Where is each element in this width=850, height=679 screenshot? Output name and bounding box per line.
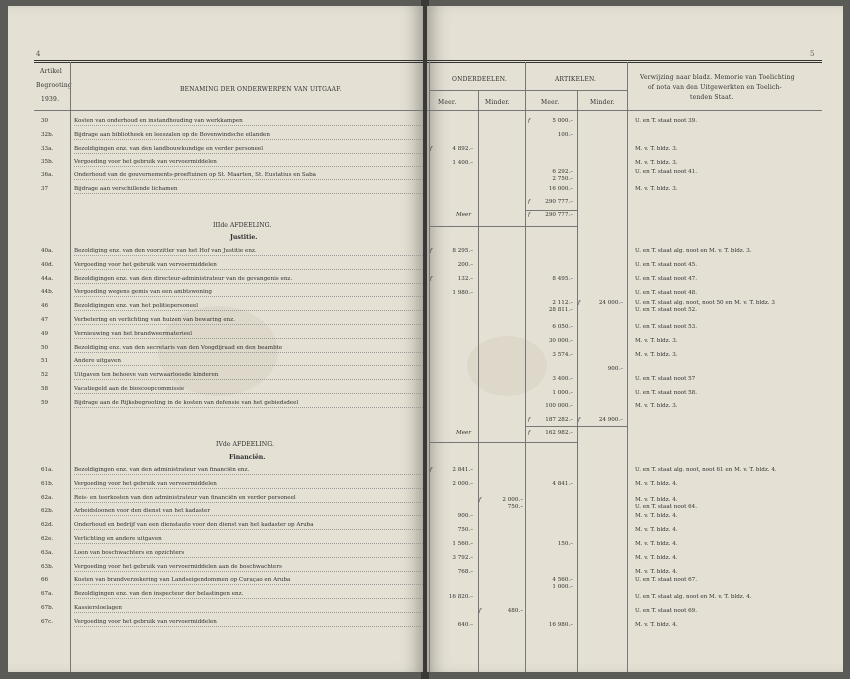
row-g2-description: Bezoldiging enz. van den secretaris van den Voogdijraad en den beambte	[74, 344, 283, 351]
row-g3-artikel: 67b.	[41, 605, 54, 611]
row-g3-artikel: 62a.	[41, 494, 54, 501]
row-g1-artikel: 35b.	[41, 159, 54, 166]
row-g2-artikel: 50	[41, 344, 49, 351]
row-g3-description: Vergoeding voor het gebruik van vervoermiddelen	[74, 618, 217, 625]
leader-dots	[74, 488, 423, 489]
left-page	[8, 6, 423, 672]
reference-note: M. v. T. bldz. 3.	[635, 352, 678, 358]
row-g2-description: Bezoldiging enz. van den voorzitter van het Hof van Justitie enz.	[74, 248, 257, 254]
currency-symbol: f	[528, 417, 531, 423]
row-g3-description: Verlichting en andere uitgaven	[74, 536, 162, 542]
reference-note: U. en T. staat noot 39.	[635, 118, 697, 124]
reference-note: U. en T. staat noot 41.	[635, 169, 697, 175]
leader-dots	[74, 379, 423, 380]
row-g3-description: Arbeidsloonen voor den dienst van het kadaster	[74, 508, 211, 515]
amount-cell-c: 28 811.–	[548, 307, 573, 313]
header-minder-2: Minder.	[590, 99, 615, 106]
row-g3-artikel: 67a.	[41, 591, 54, 598]
amount-cell-a: 768.–	[457, 569, 473, 575]
reference-note: U. en T. staat alg. noot en M. v. T. bldz. 3.	[635, 248, 752, 254]
row-g2-description: Bijdrage aan de Rijksbegrooting in de kosten van defensie van het gebiedsdeel	[74, 399, 299, 406]
subtotal-rule	[525, 210, 577, 211]
amount-cell-a: 16 820.–	[448, 594, 473, 600]
leader-dots	[74, 166, 423, 167]
reference-note: M. v. T. bldz. 4.	[635, 497, 678, 503]
row-g3-description: Reis- en teerkosten van den administrateur van financiën en verder personeel	[74, 494, 296, 501]
amount-cell-c: 2 750.–	[552, 176, 573, 182]
top-rule-left	[34, 60, 423, 61]
amount-cell-c: 16 980.–	[548, 622, 573, 628]
header-artikel-1: Artikel	[40, 68, 63, 75]
leader-dots	[74, 283, 423, 284]
leader-dots	[74, 584, 423, 585]
reference-note: U. en T. staat noot 64.	[635, 504, 697, 510]
reference-note: M. v. T. bldz. 4.	[635, 569, 678, 575]
col-divider-artikel	[70, 62, 71, 672]
amount-cell-c: 100 000.–	[545, 403, 573, 409]
amount-cell-c: 290 777.–	[545, 212, 573, 218]
leader-dots	[74, 139, 423, 140]
amount-cell-c: 162 982.–	[545, 430, 573, 436]
reference-note: U. en T. staat alg. noot en M. v. T. bldz. 4.	[635, 594, 752, 600]
col-divider-a-b	[478, 90, 482, 672]
reference-note: U. en T. staat noot 53.	[635, 324, 697, 330]
reference-note: U. en T. staat noot 52.	[635, 307, 697, 313]
page-number-right: 5	[810, 50, 815, 58]
row-g2-artikel: 40d.	[41, 261, 54, 268]
amount-cell-b: 750.–	[507, 504, 523, 510]
row-g2-artikel: 47	[41, 317, 49, 323]
amount-cell-a: 1 400.–	[452, 160, 473, 166]
reference-note: M. v. T. bldz. 4.	[635, 513, 678, 519]
leader-dots	[74, 179, 423, 180]
currency-symbol: f	[430, 467, 433, 473]
section3-title: IIIde AFDEELING.	[213, 222, 272, 229]
amount-cell-c: 1 000.–	[552, 390, 573, 396]
amount-cell-a: 900.–	[457, 513, 473, 519]
col-divider-d-ref	[627, 62, 628, 672]
col-divider-b-c	[525, 62, 526, 672]
header-onderdeelen: ONDERDEELEN.	[452, 76, 507, 83]
amount-cell-c: 187 282.–	[545, 417, 573, 423]
leader-dots	[74, 296, 423, 297]
row-g2-artikel: 59	[41, 399, 49, 406]
row-g1-description: Bijdrage aan bibliotheek en leeszalen op de Bovenwindsche eilanden	[74, 131, 270, 138]
subtotal-rule	[525, 426, 627, 427]
amount-cell-a: Meer	[455, 430, 471, 436]
row-g2-description: Bezoldigingen enz. van het politiepersoneel	[74, 303, 199, 310]
amount-cell-c: 4 560.–	[552, 577, 573, 583]
reference-note: U. en T. staat noot 45.	[635, 262, 697, 268]
row-g3-description: Vergoeding voor het gebruik van vervoermiddelen aan de boschwachters	[74, 563, 282, 570]
row-g3-description: Onderhoud en bedrijf van een dienstauto voor den dienst van het kadaster op Aruba	[74, 522, 314, 529]
leader-dots	[74, 255, 423, 256]
row-g3-description: Bezoldigingen enz. van den administrateur van financiën enz.	[74, 467, 250, 473]
row-g3-description: Bezoldigingen enz. van den inspecteur der belastingen enz.	[74, 591, 244, 598]
row-g3-artikel: 61a.	[41, 467, 54, 473]
header-mid-rule	[429, 90, 627, 91]
row-g2-description: Verbetering en verlichting van huizen van bewaring enz.	[74, 317, 235, 323]
row-g1-description: Bijdrage aan verschillende lichamen	[74, 186, 178, 192]
row-g1-artikel: 37	[41, 186, 49, 192]
row-g3-artikel: 66	[41, 577, 49, 584]
currency-symbol: f	[430, 146, 433, 152]
row-g3-artikel: 67c.	[41, 618, 54, 625]
col-divider-a-left	[429, 62, 433, 672]
amount-cell-c: 3 400.–	[552, 376, 573, 382]
row-g3-description: Vergoeding voor het gebruik van vervoermiddelen	[74, 480, 217, 487]
paper-stain	[467, 336, 547, 396]
row-g2-description: Vergoeding voor het gebruik van vervoermiddelen	[74, 261, 217, 268]
currency-symbol: f	[528, 212, 531, 218]
amount-cell-c: 30 000.–	[548, 338, 573, 344]
leader-dots	[74, 324, 423, 325]
reference-note: M. v. T. bldz. 4.	[635, 555, 678, 561]
row-g3-description: Kassiersloelagen	[74, 605, 122, 611]
top-rule-right	[427, 60, 822, 61]
leader-dots	[74, 571, 423, 572]
right-page	[427, 6, 843, 672]
amount-cell-a: 1 560.–	[452, 541, 473, 547]
reference-note: M. v. T. bldz. 3.	[635, 146, 678, 152]
page-number-left: 4	[36, 50, 41, 58]
row-g3-artikel: 62b.	[41, 508, 54, 515]
row-g2-description: Andere uitgaven	[74, 358, 121, 365]
header-artikel-3: 1939.	[41, 96, 60, 103]
leader-dots	[74, 125, 423, 126]
amount-cell-d: 900.–	[607, 366, 623, 372]
section3-subtitle: Justitie.	[230, 234, 258, 241]
header-verwijzing-3: tenden Staat.	[690, 94, 734, 101]
top-rule-left-thin	[34, 62, 423, 63]
reference-note: M. v. T. bldz. 4.	[635, 541, 678, 547]
row-g3-description: Kosten van brandverzekering van Landseigendommen op Curaçao en Aruba	[74, 577, 291, 584]
leader-dots	[74, 407, 423, 408]
amount-cell-a: 750.–	[457, 527, 473, 533]
row-g1-description: Kosten van onderhoud en instandhouding van werkkampen	[74, 118, 243, 124]
reference-note: M. v. T. bldz. 3.	[635, 186, 678, 192]
currency-symbol: f	[578, 417, 581, 423]
row-g2-artikel: 46	[41, 303, 49, 310]
row-g2-artikel: 49	[41, 330, 49, 337]
row-g2-description: Bezoldigingen enz. van den directeur-administrateur van de gevangenis enz.	[74, 275, 293, 282]
row-g2-artikel: 52	[41, 372, 49, 379]
amount-cell-c: 2 112.–	[552, 300, 573, 306]
leader-dots	[74, 153, 423, 154]
currency-symbol: f	[430, 248, 433, 254]
leader-dots	[74, 193, 423, 194]
amount-cell-c: 100.–	[557, 132, 573, 138]
row-g1-artikel: 33a.	[41, 145, 54, 152]
amount-cell-c: 5 000.–	[552, 118, 573, 124]
amount-cell-b: 480.–	[507, 608, 523, 614]
leader-dots	[74, 352, 423, 353]
row-g2-artikel: 44a.	[41, 275, 54, 282]
top-rule-right-thin	[427, 62, 822, 63]
col-divider-c-d	[577, 90, 581, 672]
amount-cell-c: 16 000.–	[548, 186, 573, 192]
section4-title: IVde AFDEELING.	[216, 441, 274, 448]
amount-cell-d: 24 900.–	[598, 417, 623, 423]
leader-dots	[74, 502, 423, 503]
row-g3-description: Loon van boschwachters en opzichters	[74, 549, 185, 556]
currency-symbol: f	[528, 118, 531, 124]
leader-dots	[74, 474, 423, 475]
reference-note: U. en T. staat noot 69.	[635, 608, 697, 614]
amount-cell-c: 3 574.–	[552, 352, 573, 358]
currency-symbol: f	[430, 276, 433, 282]
row-g1-description: Vergoeding voor het gebruik van vervoermiddelen	[74, 159, 217, 166]
header-bottom-rule-left	[34, 110, 423, 111]
header-verwijzing-2: of nota van den Uitgewerkten en Toelich-	[648, 84, 782, 91]
amount-cell-a: 200.–	[457, 262, 473, 268]
row-g2-description: Vacatiegeld aan de bioscoopcommissie	[74, 386, 185, 392]
header-meer-2: Meer.	[541, 99, 560, 106]
leader-dots	[74, 338, 423, 339]
reference-note: M. v. T. bldz. 4.	[635, 622, 678, 628]
reference-note: M. v. T. bldz. 3.	[635, 403, 678, 409]
reference-note: U. en T. staat noot 48.	[635, 290, 697, 296]
leader-dots	[74, 393, 423, 394]
header-verwijzing-1: Verwijzing naar bladz. Memorie van Toelichting	[640, 74, 795, 81]
amount-cell-a: 1 980.–	[452, 290, 473, 296]
row-g3-artikel: 63a.	[41, 549, 54, 556]
section4-subtitle: Financiën.	[229, 454, 266, 461]
amount-cell-c: 1 000.–	[552, 584, 573, 590]
leader-dots	[74, 269, 423, 270]
leader-dots	[74, 310, 423, 311]
amount-cell-c: 6 050.–	[552, 324, 573, 330]
row-g1-description: Bezoldigingen enz. van den landbouwkundige en verder personeel	[74, 145, 263, 152]
reference-note: M. v. T. bldz. 4.	[635, 527, 678, 533]
amount-cell-a: 4 892.–	[452, 146, 473, 152]
currency-symbol: f	[528, 199, 531, 205]
currency-symbol: f	[479, 608, 482, 614]
row-g2-artikel: 40a.	[41, 248, 54, 254]
amount-cell-a: 2 000.–	[452, 481, 473, 487]
reference-note: U. en T. staat noot 57	[635, 376, 696, 382]
reference-note: U. en T. staat alg. noot, noot 61 en M. v. T. bldz. 4.	[635, 467, 777, 473]
row-g1-artikel: 32b.	[41, 131, 54, 138]
amount-cell-d: 24 000.–	[598, 300, 623, 306]
header-bottom-rule-right	[427, 110, 822, 111]
amount-cell-a: 2 841.–	[452, 467, 473, 473]
reference-note: U. en T. staat noot 67.	[635, 577, 697, 583]
currency-symbol: f	[528, 430, 531, 436]
amount-cell-c: 290 777.–	[545, 199, 573, 205]
leader-dots	[74, 612, 423, 613]
row-g3-artikel: 61b.	[41, 480, 54, 487]
amount-cell-c: 8 495.–	[552, 276, 573, 282]
currency-symbol: f	[479, 497, 482, 503]
row-g2-artikel: 51	[41, 358, 49, 365]
amount-cell-a: 640.–	[457, 622, 473, 628]
leader-dots	[74, 626, 423, 627]
amount-cell-c: 150.–	[557, 541, 573, 547]
row-g3-artikel: 63b.	[41, 563, 54, 570]
row-g2-artikel: 44b.	[41, 289, 54, 296]
leader-dots	[74, 515, 423, 516]
amount-cell-a: 3 792.–	[452, 555, 473, 561]
header-benaming: BENAMING DER ONDERWERPEN VAN UITGAAF.	[180, 86, 342, 93]
leader-dots	[74, 557, 423, 558]
leader-dots	[74, 365, 423, 366]
leader-dots	[74, 543, 423, 544]
reference-note: M. v. T. bldz. 3.	[635, 160, 678, 166]
header-minder-1: Minder.	[485, 99, 510, 106]
header-artikelen: ARTIKELEN.	[555, 76, 597, 83]
reference-note: M. v. T. bldz. 4.	[635, 481, 678, 487]
currency-symbol: f	[578, 300, 581, 306]
row-g2-description: Vergoeding wegens gemis van een ambtswoning	[74, 289, 212, 296]
amount-cell-a: Meer	[455, 212, 471, 218]
header-artikel-2: Begrooting	[36, 82, 72, 89]
reference-note: M. v. T. bldz. 3.	[635, 338, 678, 344]
amount-cell-a: 132.–	[457, 276, 473, 282]
row-g3-artikel: 62e.	[41, 536, 54, 542]
amount-cell-a: 8 295.–	[452, 248, 473, 254]
amount-cell-c: 6 292.–	[552, 169, 573, 175]
subtotal-rule	[429, 442, 577, 443]
reference-note: U. en T. staat noot 47.	[635, 276, 697, 282]
reference-note: U. en T. staat noot 58.	[635, 390, 697, 396]
header-meer-1: Meer.	[438, 99, 457, 106]
row-g1-artikel: 36a.	[41, 172, 54, 178]
row-g1-artikel: 30	[41, 118, 49, 124]
row-g2-description: Uitgaven ten behoeve van verwaarloosde kinderen	[74, 372, 219, 379]
subtotal-rule	[429, 226, 577, 227]
leader-dots	[74, 529, 423, 530]
row-g2-artikel: 58	[41, 386, 49, 392]
reference-note: U. en T. staat alg. noot, noot 50 en M. v. T. bldz. 3	[635, 300, 775, 306]
leader-dots	[74, 598, 423, 599]
row-g3-artikel: 62d.	[41, 522, 54, 529]
amount-cell-b: 2 000.–	[502, 497, 523, 503]
amount-cell-c: 4 841.–	[552, 481, 573, 487]
row-g2-description: Vernieuwing van het brandweermaterieel	[74, 330, 193, 337]
row-g1-description: Onderhoud van de gouvernements-proeftuinen op St. Maarten, St. Eustatius en Saba	[74, 172, 316, 178]
